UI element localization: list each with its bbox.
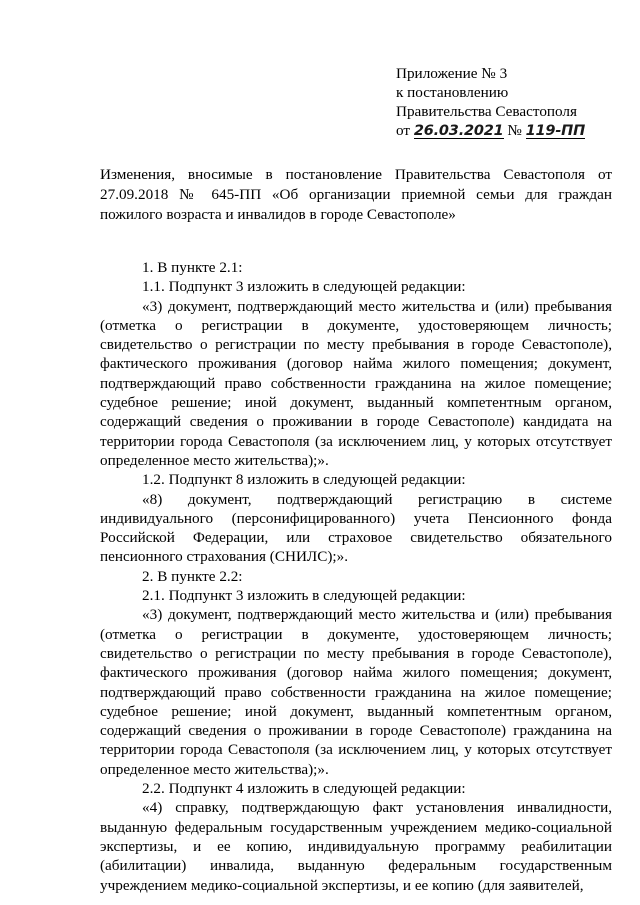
paragraph-2-2: 2.2. Подпункт 4 изложить в следующей редакции: bbox=[142, 780, 466, 798]
paragraph-2-2-text: «4) справку, подтверждающую факт установления инвалидности, выданную федеральным государственным учреждением медико-социальной экспертизы, и ее копию, индивидуальную программу реабилитации (абилитации) инвалида, выданную федеральным государственным учреждением медико-социальной экспертизы, и ее копию (для заявителей, bbox=[100, 799, 612, 894]
paragraph-1-2: 1.2. Подпункт 8 изложить в следующей редакции: bbox=[142, 471, 466, 489]
paragraph-2-1: 2.1. Подпункт 3 изложить в следующей редакции: bbox=[142, 587, 466, 605]
paragraph-2: 2. В пункте 2.2: bbox=[142, 567, 243, 585]
date-prefix: от bbox=[396, 122, 411, 139]
appendix-reference: к постановлению bbox=[396, 84, 509, 101]
paragraph-2-1-text: «3) документ, подтверждающий место жительства и (или) пребывания (отметка о регистрации в документе, удостоверяющем личность; свидетельство о регистрации по месту пребывания в городе Севастополе), фактического проживания (договор найма жилого помещения; документ, подтверждающий право собственности гражданина на жилое помещение; судебное решение; иной документ, выданный компетентным органом, содержащий сведения о проживании в городе Севастополе) гражданина на территории города Севастополя (за исключением лиц, у которых отсутствует определенное место жительства);». bbox=[100, 606, 612, 778]
appendix-issuer: Правительства Севастополя bbox=[396, 103, 577, 120]
number-field bbox=[526, 124, 585, 139]
paragraph-1-2-text: «8) документ, подтверждающий регистрацию в системе индивидуального (персонифицированного) учета Пенсионного фонда Российской Федерации, или страховое свидетельство обязательного пенсионного страхования (СНИЛС);». bbox=[100, 490, 612, 566]
number-prefix: № bbox=[507, 122, 522, 139]
handwritten-date: 26.03.2021 bbox=[413, 123, 504, 139]
paragraph-1-1: 1.1. Подпункт 3 изложить в следующей редакции: bbox=[142, 278, 466, 296]
appendix-header bbox=[396, 64, 626, 140]
paragraph-1-1-text: «3) документ, подтверждающий место жительства и (или) пребывания (отметка о регистрации в документе, удостоверяющем личность; свидетельство о регистрации по месту пребывания в городе Севастополе), фактического проживания (договор найма жилого помещения; документ, подтверждающий право собственности гражданина на жилое помещение; судебное решение; иной документ, выданный компетентным органом, содержащий сведения о проживании в городе Севастополе) кандидата на территории города Севастополя (за исключением лиц, у которых отсутствует определенное место жительства);». bbox=[100, 297, 612, 469]
handwritten-number: 119-ПП bbox=[525, 123, 586, 139]
document-body bbox=[100, 258, 612, 895]
appendix-date-line bbox=[396, 121, 626, 140]
paragraph-1: 1. В пункте 2.1: bbox=[142, 259, 243, 276]
date-field bbox=[414, 124, 504, 139]
document-title: Изменения, вносимые в постановление Правительства Севастополя от 27.09.2018 № 645-ПП «Об организации приемной семьи для граждан пожилого возраста и инвалидов в городе Севастополе» bbox=[100, 166, 612, 223]
appendix-number: Приложение № 3 bbox=[396, 65, 508, 82]
